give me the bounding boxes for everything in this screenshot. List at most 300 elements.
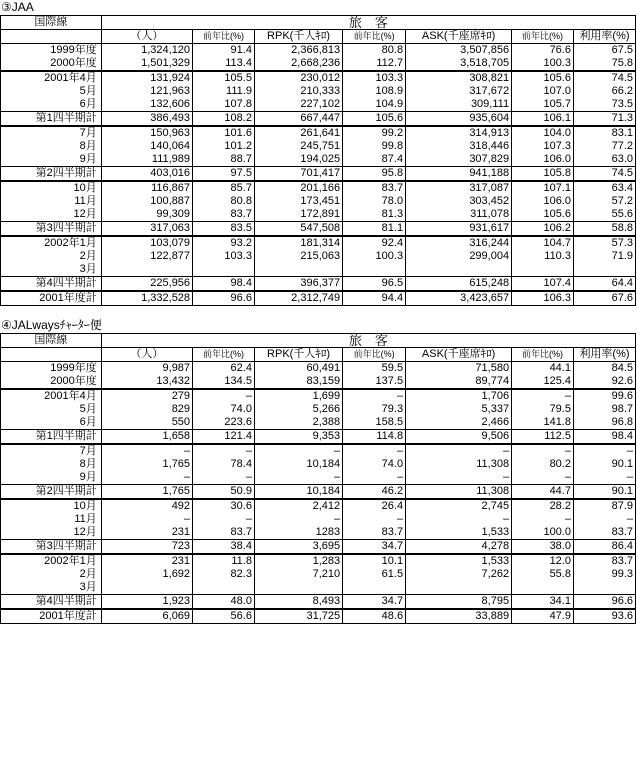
row-label: 7月 — [1, 126, 102, 140]
table-cell: 96.6 — [573, 595, 635, 610]
row-label: 9月 — [1, 153, 102, 167]
table-cell — [254, 263, 342, 277]
table-cell: 12.0 — [512, 554, 574, 568]
table-cell: 150,963 — [101, 126, 192, 140]
table-cell: 104.9 — [343, 98, 406, 112]
table-row — [1, 208, 636, 222]
table-cell: 231 — [101, 526, 192, 540]
section-spacer — [0, 306, 637, 318]
column-header: 利用率(%) — [573, 348, 635, 362]
table-cell: 79.3 — [343, 403, 406, 416]
table-row — [1, 375, 636, 389]
table-row — [1, 389, 636, 403]
row-label: 5月 — [1, 85, 102, 98]
table-cell: 3,423,657 — [406, 291, 512, 306]
table-cell: 71.9 — [573, 250, 635, 263]
table-cell: 106.0 — [512, 153, 574, 167]
table-cell: 74.0 — [343, 458, 406, 471]
table-cell: – — [343, 389, 406, 403]
table-cell: 44.1 — [512, 362, 574, 376]
table-cell: 83.7 — [573, 526, 635, 540]
table-row — [1, 277, 636, 292]
column-header-row — [1, 30, 636, 44]
table-cell: – — [193, 513, 255, 526]
table-cell: – — [254, 513, 342, 526]
blank-cell — [1, 30, 102, 44]
table-cell: 34.7 — [343, 595, 406, 610]
table-row — [1, 153, 636, 167]
table-cell — [406, 263, 512, 277]
table-cell: 38.0 — [512, 540, 574, 555]
table-cell — [101, 581, 192, 595]
row-label: 2001年4月 — [1, 71, 102, 85]
table-cell: 2,388 — [254, 416, 342, 430]
table-cell: 99.6 — [573, 389, 635, 403]
table-row — [1, 581, 636, 595]
table-cell: 1,533 — [406, 554, 512, 568]
column-header: （人） — [101, 30, 192, 44]
table-cell: 125.4 — [512, 375, 574, 389]
column-header: 前年比(%) — [343, 30, 406, 44]
table-cell: 67.5 — [573, 44, 635, 58]
table-cell: 108.2 — [193, 112, 255, 127]
table-row — [1, 458, 636, 471]
table-cell: 96.6 — [193, 291, 255, 306]
table-cell: 87.9 — [573, 499, 635, 513]
column-header: 前年比(%) — [512, 348, 574, 362]
table-cell: 13,432 — [101, 375, 192, 389]
table-cell: 114.8 — [343, 430, 406, 445]
table-cell: 1,692 — [101, 568, 192, 581]
table-cell: 105.6 — [343, 112, 406, 127]
table-cell: 83.7 — [193, 208, 255, 222]
table-cell: 122,877 — [101, 250, 192, 263]
table-cell: 78.0 — [343, 195, 406, 208]
table-cell: 92.4 — [343, 236, 406, 250]
data-table — [0, 333, 636, 624]
table-cell: 81.1 — [343, 222, 406, 237]
table-cell: 8,493 — [254, 595, 342, 610]
table-cell: 1,699 — [254, 389, 342, 403]
table-cell: 104.7 — [512, 236, 574, 250]
group-header: 旅 客 — [101, 16, 635, 30]
table-cell: 317,063 — [101, 222, 192, 237]
table-cell: 8,795 — [406, 595, 512, 610]
row-label: 10月 — [1, 181, 102, 195]
table-cell: 34.1 — [512, 595, 574, 610]
table-cell: 105.5 — [193, 71, 255, 85]
table-cell: – — [406, 471, 512, 485]
table-row — [1, 499, 636, 513]
table-cell: 210,333 — [254, 85, 342, 98]
table-cell: 10,184 — [254, 485, 342, 500]
table-cell — [573, 263, 635, 277]
table-row — [1, 291, 636, 306]
table-cell: 84.5 — [573, 362, 635, 376]
table-cell: 7,262 — [406, 568, 512, 581]
table-cell: 30.6 — [193, 499, 255, 513]
table-cell: 83,159 — [254, 375, 342, 389]
table-cell: 48.6 — [343, 609, 406, 624]
table-cell: 9,506 — [406, 430, 512, 445]
header-row — [1, 334, 636, 348]
column-header: 利用率(%) — [573, 30, 635, 44]
table-cell: 107.1 — [512, 181, 574, 195]
table-cell: – — [101, 513, 192, 526]
table-cell: 100,887 — [101, 195, 192, 208]
table-row — [1, 540, 636, 555]
table-cell: 3,518,705 — [406, 57, 512, 71]
row-label: 6月 — [1, 98, 102, 112]
table-cell: – — [406, 444, 512, 458]
table-cell: – — [512, 471, 574, 485]
table-cell: – — [193, 389, 255, 403]
table-cell: 100.3 — [343, 250, 406, 263]
table-cell: 83.7 — [573, 554, 635, 568]
table-cell: 98.7 — [573, 403, 635, 416]
table-cell: 10.1 — [343, 554, 406, 568]
table-cell: 935,604 — [406, 112, 512, 127]
table-cell — [512, 581, 574, 595]
table-cell: – — [573, 471, 635, 485]
table-cell: – — [343, 471, 406, 485]
table-cell: 223.6 — [193, 416, 255, 430]
table-row — [1, 98, 636, 112]
table-row — [1, 362, 636, 376]
table-cell: 2,466 — [406, 416, 512, 430]
table-cell: 7,210 — [254, 568, 342, 581]
table-cell: 93.6 — [573, 609, 635, 624]
table-cell: 71.3 — [573, 112, 635, 127]
table-cell: 75.8 — [573, 57, 635, 71]
table-row — [1, 250, 636, 263]
table-cell: 99.8 — [343, 140, 406, 153]
table-cell: 227,102 — [254, 98, 342, 112]
row-label: 第2四半期計 — [1, 485, 102, 500]
table-cell: 83.7 — [343, 526, 406, 540]
table-row — [1, 403, 636, 416]
column-header: RPK(千人ｷﾛ) — [254, 30, 342, 44]
table-cell — [101, 263, 192, 277]
table-cell: 63.0 — [573, 153, 635, 167]
table-cell: 59.5 — [343, 362, 406, 376]
table-cell: 90.1 — [573, 485, 635, 500]
row-label: 2002年1月 — [1, 236, 102, 250]
table-cell: 74.5 — [573, 167, 635, 182]
table-cell: 86.4 — [573, 540, 635, 555]
table-cell: 1,923 — [101, 595, 192, 610]
table-cell: 316,244 — [406, 236, 512, 250]
table-row — [1, 263, 636, 277]
column-header: （人） — [101, 348, 192, 362]
table-cell: 140,064 — [101, 140, 192, 153]
table-cell: 314,913 — [406, 126, 512, 140]
row-label: 10月 — [1, 499, 102, 513]
table-cell: 299,004 — [406, 250, 512, 263]
section-title: ③JAA — [1, 0, 34, 14]
table-cell: – — [573, 444, 635, 458]
table-cell: 137.5 — [343, 375, 406, 389]
table-cell: 107.3 — [512, 140, 574, 153]
table-cell: 230,012 — [254, 71, 342, 85]
table-cell: 121,963 — [101, 85, 192, 98]
table-row — [1, 430, 636, 445]
table-cell — [343, 581, 406, 595]
table-cell — [512, 263, 574, 277]
table-row — [1, 609, 636, 624]
row-label: 3月 — [1, 263, 102, 277]
table-cell: 80.8 — [193, 195, 255, 208]
table-cell: 76.6 — [512, 44, 574, 58]
table-cell: 80.2 — [512, 458, 574, 471]
row-label: 第3四半期計 — [1, 540, 102, 555]
table-cell: 77.2 — [573, 140, 635, 153]
table-cell: – — [512, 389, 574, 403]
table-cell: 57.3 — [573, 236, 635, 250]
table-row — [1, 554, 636, 568]
header-row — [1, 16, 636, 30]
table-cell: – — [573, 513, 635, 526]
row-label: 5月 — [1, 403, 102, 416]
column-header: 前年比(%) — [193, 30, 255, 44]
table-cell: 107.0 — [512, 85, 574, 98]
table-cell: 47.9 — [512, 609, 574, 624]
table-cell: 173,451 — [254, 195, 342, 208]
table-cell: 181,314 — [254, 236, 342, 250]
table-cell: 131,924 — [101, 71, 192, 85]
table-cell: 99,309 — [101, 208, 192, 222]
table-cell: 78.4 — [193, 458, 255, 471]
row-label: 8月 — [1, 140, 102, 153]
category-header: 国際線 — [1, 16, 102, 30]
table-cell: 112.5 — [512, 430, 574, 445]
table-cell: 231 — [101, 554, 192, 568]
table-cell — [573, 581, 635, 595]
table-cell: 33,889 — [406, 609, 512, 624]
table-cell: 106.3 — [512, 291, 574, 306]
table-cell: 97.5 — [193, 167, 255, 182]
row-label: 9月 — [1, 471, 102, 485]
table-cell — [343, 263, 406, 277]
table-cell: 111.9 — [193, 85, 255, 98]
table-row — [1, 126, 636, 140]
table-cell: – — [101, 471, 192, 485]
table-cell: 57.2 — [573, 195, 635, 208]
table-cell — [193, 263, 255, 277]
table-cell: 95.8 — [343, 167, 406, 182]
table-cell: 615,248 — [406, 277, 512, 292]
table-cell: 58.8 — [573, 222, 635, 237]
table-cell: 134.5 — [193, 375, 255, 389]
table-cell: 1,283 — [254, 554, 342, 568]
table-cell: 104.0 — [512, 126, 574, 140]
table-cell: 110.3 — [512, 250, 574, 263]
table-cell: 56.6 — [193, 609, 255, 624]
table-cell: 105.7 — [512, 98, 574, 112]
table-cell: 61.5 — [343, 568, 406, 581]
table-cell: 83.5 — [193, 222, 255, 237]
table-cell: 106.2 — [512, 222, 574, 237]
table-cell: 38.4 — [193, 540, 255, 555]
table-cell: 317,672 — [406, 85, 512, 98]
table-cell: 5,337 — [406, 403, 512, 416]
table-cell: 111,989 — [101, 153, 192, 167]
column-header: ASK(千座席ｷﾛ) — [406, 30, 512, 44]
table-cell: 28.2 — [512, 499, 574, 513]
table-cell: 225,956 — [101, 277, 192, 292]
table-row — [1, 595, 636, 610]
table-cell: 723 — [101, 540, 192, 555]
table-cell: 386,493 — [101, 112, 192, 127]
table-cell: 113.4 — [193, 57, 255, 71]
table-cell: 10,184 — [254, 458, 342, 471]
row-label: 3月 — [1, 581, 102, 595]
row-label: 2月 — [1, 250, 102, 263]
table-cell: 550 — [101, 416, 192, 430]
blank-cell — [1, 348, 102, 362]
table-cell: 26.4 — [343, 499, 406, 513]
table-cell: 81.3 — [343, 208, 406, 222]
table-row — [1, 44, 636, 58]
table-cell: 2,745 — [406, 499, 512, 513]
table-cell: 60,491 — [254, 362, 342, 376]
table-row — [1, 526, 636, 540]
table-cell: 1,501,329 — [101, 57, 192, 71]
table-cell: 308,821 — [406, 71, 512, 85]
table-cell: 1,332,528 — [101, 291, 192, 306]
column-header: 前年比(%) — [343, 348, 406, 362]
row-label: 第3四半期計 — [1, 222, 102, 237]
table-cell: 50.9 — [193, 485, 255, 500]
column-header-row — [1, 348, 636, 362]
table-cell: 1,765 — [101, 458, 192, 471]
table-row — [1, 85, 636, 98]
table-cell: 667,447 — [254, 112, 342, 127]
data-table — [0, 15, 636, 306]
table-row — [1, 71, 636, 85]
table-cell: 101.2 — [193, 140, 255, 153]
table-cell: 5,266 — [254, 403, 342, 416]
row-label: 2001年4月 — [1, 389, 102, 403]
table-cell — [193, 581, 255, 595]
row-label: 第2四半期計 — [1, 167, 102, 182]
table-cell: 215,063 — [254, 250, 342, 263]
table-cell: 9,987 — [101, 362, 192, 376]
table-cell: 132,606 — [101, 98, 192, 112]
table-row — [1, 140, 636, 153]
row-label: 第1四半期計 — [1, 112, 102, 127]
table-cell: 201,166 — [254, 181, 342, 195]
table-cell: 105.6 — [512, 208, 574, 222]
table-row — [1, 57, 636, 71]
table-cell: 547,508 — [254, 222, 342, 237]
table-cell: 141.8 — [512, 416, 574, 430]
column-header: 前年比(%) — [512, 30, 574, 44]
table-cell: 3,507,856 — [406, 44, 512, 58]
table-cell: 106.0 — [512, 195, 574, 208]
table-cell: 9,353 — [254, 430, 342, 445]
row-label: 12月 — [1, 526, 102, 540]
table-cell: 11.8 — [193, 554, 255, 568]
table-cell: 121.4 — [193, 430, 255, 445]
table-row — [1, 195, 636, 208]
table-cell: 1,324,120 — [101, 44, 192, 58]
table-cell: 4,278 — [406, 540, 512, 555]
table-cell: 103.3 — [193, 250, 255, 263]
table-cell: 116,867 — [101, 181, 192, 195]
table-cell: – — [343, 444, 406, 458]
table-cell: 6,069 — [101, 609, 192, 624]
table-cell: 74.5 — [573, 71, 635, 85]
table-row — [1, 485, 636, 500]
column-header: ASK(千座席ｷﾛ) — [406, 348, 512, 362]
table-cell: 172,891 — [254, 208, 342, 222]
table-cell: 85.7 — [193, 181, 255, 195]
table-cell: 94.4 — [343, 291, 406, 306]
table-cell: 66.2 — [573, 85, 635, 98]
table-cell: 101.6 — [193, 126, 255, 140]
table-cell: 48.0 — [193, 595, 255, 610]
table-cell: 105.6 — [512, 71, 574, 85]
table-cell: 107.8 — [193, 98, 255, 112]
table-cell: 82.3 — [193, 568, 255, 581]
table-cell: 73.5 — [573, 98, 635, 112]
table-cell: 96.8 — [573, 416, 635, 430]
table-row — [1, 112, 636, 127]
row-label: 第4四半期計 — [1, 595, 102, 610]
table-cell: – — [406, 513, 512, 526]
table-cell: 31,725 — [254, 609, 342, 624]
table-cell: 98.4 — [193, 277, 255, 292]
table-cell: 44.7 — [512, 485, 574, 500]
table-cell: 303,452 — [406, 195, 512, 208]
row-label: 2月 — [1, 568, 102, 581]
table-row — [1, 167, 636, 182]
section-title: ④JALwaysﾁｬｰﾀｰ便 — [1, 318, 102, 332]
table-cell: 1283 — [254, 526, 342, 540]
table-cell: 100.3 — [512, 57, 574, 71]
table-row — [1, 181, 636, 195]
row-label: 2001年度計 — [1, 291, 102, 306]
table-cell: 2,366,813 — [254, 44, 342, 58]
row-label: 1999年度 — [1, 362, 102, 376]
row-label: 7月 — [1, 444, 102, 458]
group-header: 旅 客 — [101, 334, 635, 348]
table-cell: 396,377 — [254, 277, 342, 292]
table-row — [1, 236, 636, 250]
table-cell: 79.5 — [512, 403, 574, 416]
table-cell: 83.7 — [193, 526, 255, 540]
table-cell: 492 — [101, 499, 192, 513]
table-row — [1, 444, 636, 458]
table-cell — [406, 581, 512, 595]
table-cell: 1,658 — [101, 430, 192, 445]
column-header: RPK(千人ｷﾛ) — [254, 348, 342, 362]
table-cell: 90.1 — [573, 458, 635, 471]
table-cell: 245,751 — [254, 140, 342, 153]
table-cell: 112.7 — [343, 57, 406, 71]
row-label: 1999年度 — [1, 44, 102, 58]
table-cell: 318,446 — [406, 140, 512, 153]
table-cell: 67.6 — [573, 291, 635, 306]
table-row — [1, 513, 636, 526]
table-cell: 106.1 — [512, 112, 574, 127]
table-cell: 829 — [101, 403, 192, 416]
table-cell: 103,079 — [101, 236, 192, 250]
table-cell: 96.5 — [343, 277, 406, 292]
table-cell: 55.8 — [512, 568, 574, 581]
table-cell: – — [193, 471, 255, 485]
